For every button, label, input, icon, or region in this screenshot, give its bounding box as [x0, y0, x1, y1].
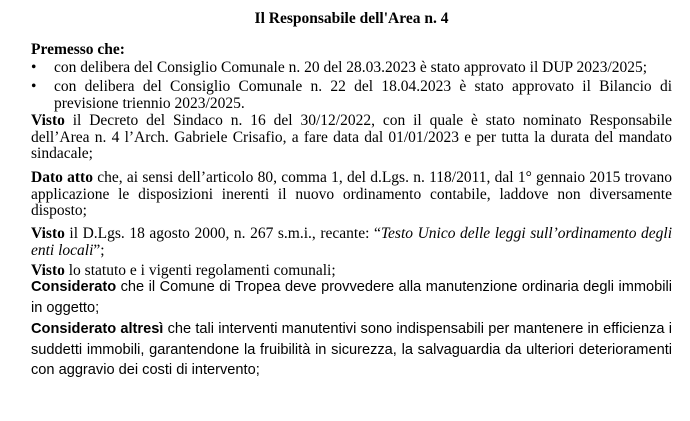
visto-dlgs-text: il D.Lgs. 18 agosto 2000, n. 267 s.m.i., recante: “ — [64, 225, 381, 242]
considerato-altresi-label: Considerato altresì — [31, 321, 164, 337]
bullet-icon: • — [31, 59, 37, 76]
visto-decreto-label: Visto — [31, 112, 65, 129]
premesso-heading — [31, 42, 672, 59]
considerato-paragraph — [31, 277, 672, 318]
visto-statuto-text: lo statuto e i vigenti regolamenti comunali; — [64, 262, 336, 279]
visto-dlgs-paragraph — [31, 226, 672, 259]
visto-decreto-paragraph — [31, 113, 672, 163]
premesso-label: Premesso che: — [31, 41, 125, 58]
premesso-item-text: con delibera del Consiglio Comunale n. 20 del 28.03.2023 è stato approvato il DUP 2023/2025; — [54, 59, 648, 76]
visto-dlgs-text-end: ”; — [93, 241, 105, 259]
visto-dlgs-italic-title: Testo Unico delle leggi sull’ordinamento degli enti locali — [31, 225, 673, 259]
considerato-text: che il Comune di Tropea deve provvedere alla manutenzione ordinaria degli immobili in oggetto; — [31, 279, 672, 316]
dato-atto-text: che, ai sensi dell’articolo 80, comma 1, del d.Lgs. n. 118/2011, dal 1° gennaio 2015 trovano applicazione le disposizioni inerenti il nuovo ordinamento contabile, laddove non diversamente disposto; — [31, 169, 673, 219]
premesso-item-text: con delibera del Consiglio Comunale n. 22 del 18.04.2023 è stato approvato il Bilancio di previsione triennio 2023/2025. — [54, 78, 672, 112]
considerato-altresi-text: che tali interventi manutentivi sono indispensabili per mantenere in efficienza i suddetti immobili, garantendone la fruibilità in sicurezza, la salvaguardia da ulteriori deterioramenti con aggravio dei costi di intervento; — [31, 321, 672, 378]
visto-decreto-text: il Decreto del Sindaco n. 16 del 30/12/2022, con il quale è stato nominato Responsabile dell’Area n. 4 l’Arch. Gabriele Crisafio, a fare data dal 01/01/2023 e per tutta la durata del mandato sindacale; — [31, 112, 672, 162]
visto-statuto-label: Visto — [31, 262, 65, 279]
considerato-altresi-paragraph — [31, 319, 672, 381]
dato-atto-label: Dato atto — [31, 169, 93, 186]
considerato-label: Considerato — [31, 279, 117, 295]
bullet-icon: • — [31, 78, 37, 95]
document-title: Il Responsabile dell'Area n. 4 — [254, 10, 449, 27]
visto-dlgs-label: Visto — [31, 225, 65, 242]
dato-atto-paragraph — [31, 170, 672, 220]
